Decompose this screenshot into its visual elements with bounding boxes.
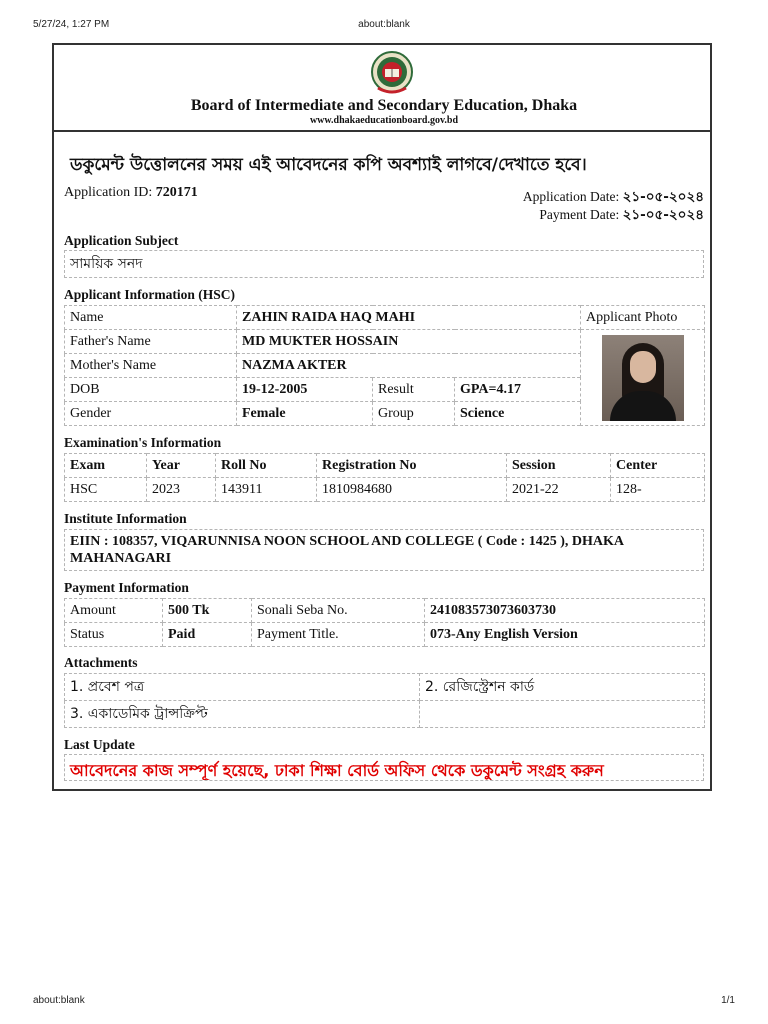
- payment-title-label: Payment Title.: [252, 623, 425, 647]
- status-value: Paid: [163, 623, 252, 647]
- table-row: [65, 599, 705, 623]
- section-title-exam: Examination's Information: [64, 435, 222, 450]
- center-header: Center: [611, 454, 705, 478]
- payment-table: [64, 598, 705, 647]
- payment-date-value: ২১-০৫-২০২৪: [622, 207, 704, 223]
- attachment-item: 1. প্রবেশ পত্র: [65, 674, 420, 701]
- session-value: 2021-22: [507, 478, 611, 502]
- table-row: [65, 623, 705, 647]
- institute-value: EIIN : 108357, VIQARUNNISA NOON SCHOOL AND COLLEGE ( Code : 1425 ), DHAKA MAHANAGARI: [65, 530, 704, 571]
- payment-date: [523, 206, 704, 224]
- payment-date-label: Payment Date:: [539, 207, 620, 222]
- photo-cell: [581, 330, 705, 426]
- subject-table: [64, 250, 704, 278]
- print-page-count: 1/1: [721, 995, 735, 1006]
- seba-label: Sonali Seba No.: [252, 599, 425, 623]
- table-row: [65, 478, 705, 502]
- table-row: [65, 674, 705, 701]
- header-divider: [54, 130, 710, 132]
- board-logo-icon: [370, 50, 414, 96]
- exam-table: [64, 453, 705, 502]
- payment-title-value: 073-Any English Version: [425, 623, 705, 647]
- year-value: 2023: [147, 478, 216, 502]
- application-dates: [523, 188, 704, 224]
- seba-value: 241083573073603730: [425, 599, 705, 623]
- registration-value: 1810984680: [317, 478, 507, 502]
- subject-value: সাময়িক সনদ: [65, 251, 704, 278]
- section-title-applicant: Applicant Information (HSC): [64, 287, 236, 302]
- table-row: [65, 330, 705, 354]
- amount-value: 500 Tk: [163, 599, 252, 623]
- gender-value: Female: [237, 402, 373, 426]
- amount-label: Amount: [65, 599, 163, 623]
- father-name-label: Father's Name: [65, 330, 237, 354]
- mother-name-label: Mother's Name: [65, 354, 237, 378]
- board-website: www.dhakaeducationboard.gov.bd: [309, 115, 459, 126]
- print-footer-url: about:blank: [33, 995, 85, 1006]
- table-header-row: [65, 454, 705, 478]
- application-document: [52, 43, 712, 791]
- print-timestamp: 5/27/24, 1:27 PM: [33, 19, 110, 30]
- group-label: Group: [373, 402, 455, 426]
- table-row: [65, 530, 704, 571]
- name-value: ZAHIN RAIDA HAQ MAHI: [237, 306, 581, 330]
- attachment-item: 2. রেজিস্ট্রেশন কার্ড: [420, 674, 705, 701]
- print-page-title: about:blank: [358, 19, 410, 30]
- exam-header: Exam: [65, 454, 147, 478]
- section-title-payment: Payment Information: [64, 580, 189, 595]
- exam-value: HSC: [65, 478, 147, 502]
- table-row: [65, 306, 705, 330]
- father-name-value: MD MUKTER HOSSAIN: [237, 330, 581, 354]
- last-update-message: আবেদনের কাজ সম্পূর্ণ হয়েছে, ঢাকা শিক্ষা বোর্ড অফিস থেকে ডকুমেন্ট সংগ্রহ করুন: [64, 754, 704, 781]
- group-value: Science: [455, 402, 581, 426]
- roll-value: 143911: [216, 478, 317, 502]
- board-title: Board of Intermediate and Secondary Education, Dhaka: [190, 97, 578, 114]
- name-label: Name: [65, 306, 237, 330]
- result-value: GPA=4.17: [455, 378, 581, 402]
- institute-table: [64, 529, 704, 571]
- center-value: 128-: [611, 478, 705, 502]
- session-header: Session: [507, 454, 611, 478]
- result-label: Result: [373, 378, 455, 402]
- registration-header: Registration No: [317, 454, 507, 478]
- photo-label: Applicant Photo: [581, 306, 705, 330]
- section-title-last-update: Last Update: [64, 737, 135, 752]
- attachment-item: [420, 701, 705, 728]
- status-label: Status: [65, 623, 163, 647]
- application-date-label: Application Date:: [522, 189, 620, 204]
- application-id-value: 720171: [155, 185, 198, 200]
- section-title-subject: Application Subject: [64, 233, 179, 248]
- applicant-photo: [602, 335, 684, 421]
- section-title-attachments: Attachments: [64, 655, 138, 670]
- application-date: [523, 188, 704, 206]
- year-header: Year: [147, 454, 216, 478]
- table-row: [65, 701, 705, 728]
- dob-value: 19-12-2005: [237, 378, 373, 402]
- roll-header: Roll No: [216, 454, 317, 478]
- applicant-table: [64, 305, 705, 426]
- gender-label: Gender: [65, 402, 237, 426]
- notice-text: ডকুমেন্ট উত্তোলনের সময় এই আবেদনের কপি অবশ্যাই লাগবে/দেখাতে হবে।: [70, 155, 587, 175]
- attachments-table: [64, 673, 705, 728]
- dob-label: DOB: [65, 378, 237, 402]
- application-id-label: Application ID:: [64, 185, 153, 200]
- application-id: [64, 185, 198, 201]
- mother-name-value: NAZMA AKTER: [237, 354, 581, 378]
- table-row: [65, 251, 704, 278]
- application-date-value: ২১-০৫-২০২৪: [622, 189, 704, 205]
- attachment-item: 3. একাডেমিক ট্রান্সক্রিপ্ট: [65, 701, 420, 728]
- section-title-institute: Institute Information: [64, 511, 187, 526]
